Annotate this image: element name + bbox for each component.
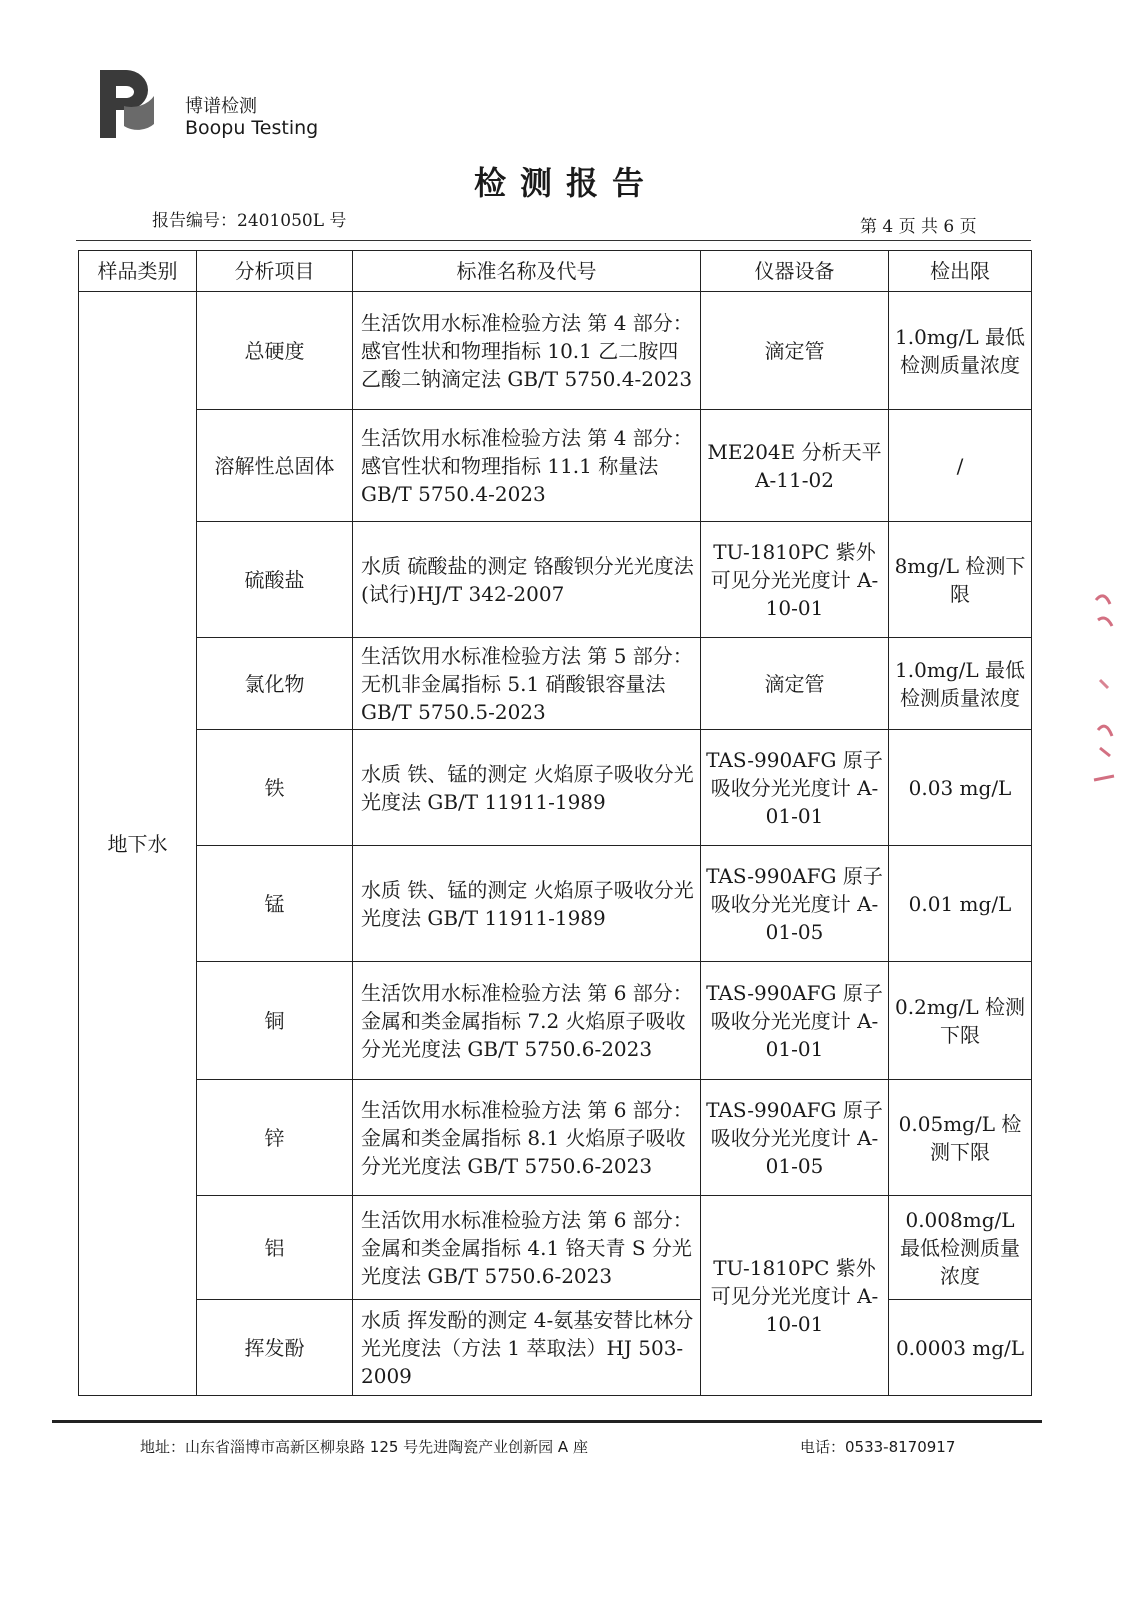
footer-rule xyxy=(52,1420,1042,1423)
standard-cell: 水质 铁、锰的测定 火焰原子吸收分光光度法 GB/T 11911-1989 xyxy=(353,730,701,846)
seal-stamp-icon xyxy=(1090,580,1120,790)
instrument-cell: 滴定管 xyxy=(701,292,889,410)
table-row xyxy=(79,292,1032,410)
instrument-cell: TAS-990AFG 原子吸收分光光度计 A-01-05 xyxy=(701,846,889,962)
item-cell: 锰 xyxy=(197,846,353,962)
standard-cell: 水质 挥发酚的测定 4-氨基安替比林分光光度法（方法 1 萃取法）HJ 503-2009 xyxy=(353,1300,701,1396)
instrument-cell: TAS-990AFG 原子吸收分光光度计 A-01-01 xyxy=(701,730,889,846)
header-rule xyxy=(76,240,1031,241)
item-cell: 铁 xyxy=(197,730,353,846)
table-row xyxy=(79,1080,1032,1196)
limit-cell: 0.0003 mg/L xyxy=(889,1300,1032,1396)
test-method-table xyxy=(78,250,1032,1396)
table-row xyxy=(79,522,1032,638)
limit-cell: 0.01 mg/L xyxy=(889,846,1032,962)
table-row xyxy=(79,638,1032,730)
limit-cell: 8mg/L 检测下限 xyxy=(889,522,1032,638)
standard-cell: 水质 铁、锰的测定 火焰原子吸收分光光度法 GB/T 11911-1989 xyxy=(353,846,701,962)
table-row xyxy=(79,1196,1032,1300)
limit-cell: 1.0mg/L 最低检测质量浓度 xyxy=(889,638,1032,730)
instrument-cell: TU-1810PC 紫外可见分光光度计 A-10-01 xyxy=(701,1196,889,1396)
footer-address: 地址：山东省淄博市高新区柳泉路 125 号先进陶瓷产业创新园 A 座 xyxy=(140,1438,588,1456)
instrument-cell: ME204E 分析天平 A-11-02 xyxy=(701,410,889,522)
report-title: 检测报告 xyxy=(473,164,658,202)
brand-name-cn: 博谱检测 xyxy=(185,96,257,117)
brand-name-en: Boopu Testing xyxy=(185,117,319,139)
limit-cell: 0.2mg/L 检测下限 xyxy=(889,962,1032,1080)
instrument-cell: 滴定管 xyxy=(701,638,889,730)
limit-cell: 0.05mg/L 检测下限 xyxy=(889,1080,1032,1196)
item-cell: 溶解性总固体 xyxy=(197,410,353,522)
item-cell: 挥发酚 xyxy=(197,1300,353,1396)
standard-cell: 生活饮用水标准检验方法 第 6 部分：金属和类金属指标 7.2 火焰原子吸收分光光度法 GB/T 5750.6-2023 xyxy=(353,962,701,1080)
boopu-logo-icon xyxy=(98,66,158,140)
standard-cell: 生活饮用水标准检验方法 第 6 部分：金属和类金属指标 4.1 铬天青 S 分光光度法 GB/T 5750.6-2023 xyxy=(353,1196,701,1300)
sample-category-cell: 地下水 xyxy=(79,292,197,1396)
limit-cell: 0.03 mg/L xyxy=(889,730,1032,846)
item-cell: 氯化物 xyxy=(197,638,353,730)
standard-cell: 水质 硫酸盐的测定 铬酸钡分光光度法(试行)HJ/T 342-2007 xyxy=(353,522,701,638)
standard-cell: 生活饮用水标准检验方法 第 5 部分：无机非金属指标 5.1 硝酸银容量法 GB/T 5750.5-2023 xyxy=(353,638,701,730)
report-number: 报告编号：2401050L 号 xyxy=(152,211,347,231)
table-row xyxy=(79,1300,1032,1396)
limit-cell: 0.008mg/L 最低检测质量浓度 xyxy=(889,1196,1032,1300)
table-row xyxy=(79,730,1032,846)
item-cell: 铜 xyxy=(197,962,353,1080)
page-indicator: 第 4 页 共 6 页 xyxy=(860,217,977,237)
table-row xyxy=(79,962,1032,1080)
header-detection-limit: 检出限 xyxy=(889,251,1032,292)
header-instrument: 仪器设备 xyxy=(701,251,889,292)
header-standard: 标准名称及代号 xyxy=(353,251,701,292)
item-cell: 硫酸盐 xyxy=(197,522,353,638)
limit-cell: / xyxy=(889,410,1032,522)
header-sample-category: 样品类别 xyxy=(79,251,197,292)
instrument-cell: TAS-990AFG 原子吸收分光光度计 A-01-01 xyxy=(701,962,889,1080)
item-cell: 铝 xyxy=(197,1196,353,1300)
table-header-row xyxy=(79,251,1032,292)
instrument-cell: TAS-990AFG 原子吸收分光光度计 A-01-05 xyxy=(701,1080,889,1196)
standard-cell: 生活饮用水标准检验方法 第 6 部分：金属和类金属指标 8.1 火焰原子吸收分光光度法 GB/T 5750.6-2023 xyxy=(353,1080,701,1196)
header-analysis-item: 分析项目 xyxy=(197,251,353,292)
item-cell: 总硬度 xyxy=(197,292,353,410)
limit-cell: 1.0mg/L 最低检测质量浓度 xyxy=(889,292,1032,410)
instrument-cell: TU-1810PC 紫外可见分光光度计 A-10-01 xyxy=(701,522,889,638)
table-row xyxy=(79,410,1032,522)
footer-telephone: 电话：0533-8170917 xyxy=(800,1438,956,1456)
standard-cell: 生活饮用水标准检验方法 第 4 部分：感官性状和物理指标 11.1 称量法 GB/T 5750.4-2023 xyxy=(353,410,701,522)
table-row xyxy=(79,846,1032,962)
item-cell: 锌 xyxy=(197,1080,353,1196)
standard-cell: 生活饮用水标准检验方法 第 4 部分：感官性状和物理指标 10.1 乙二胺四乙酸二钠滴定法 GB/T 5750.4-2023 xyxy=(353,292,701,410)
